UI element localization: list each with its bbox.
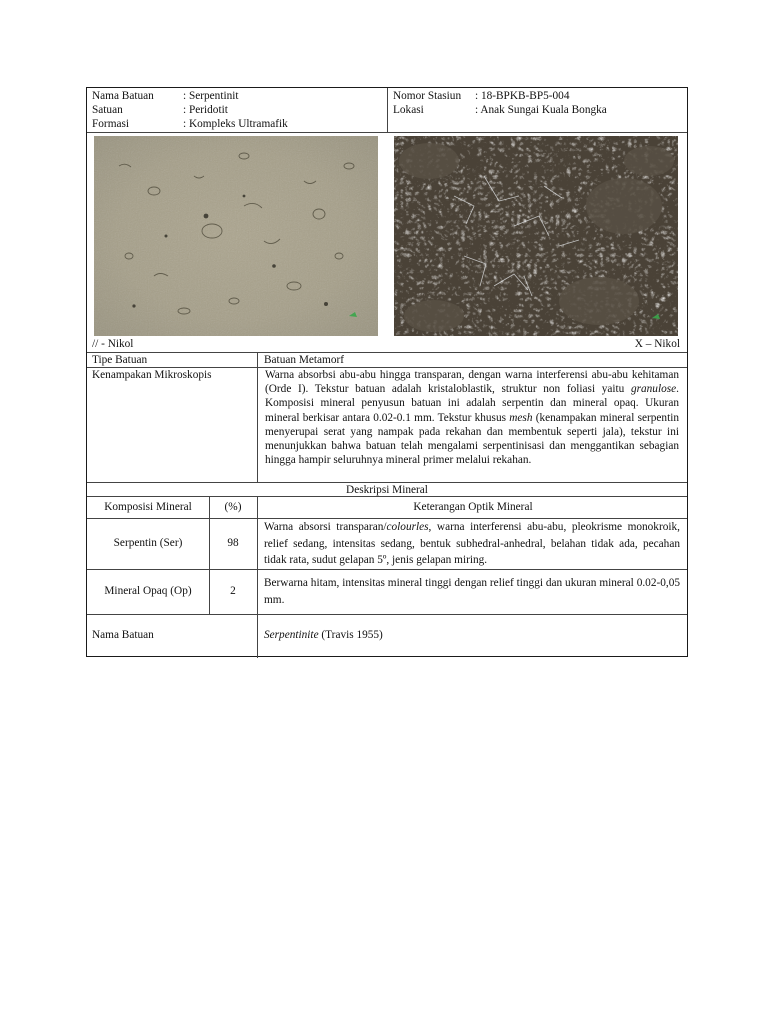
- rule: [87, 496, 687, 497]
- ppl-caption: // - Nikol: [92, 338, 134, 350]
- rule: [87, 569, 687, 570]
- rule: [87, 614, 687, 615]
- tipe-batuan-value: Batuan Metamorf: [264, 354, 344, 366]
- kenampakan-text: Warna absorbsi abu-abu hingga transparan, dengan warna interferensi abu-abu kehitaman (Orde I). Tekstur batuan adalah kristaloblastik, struktur non foliasi yaitu: [265, 369, 679, 396]
- tipe-batuan-label: Tipe Batuan: [92, 354, 148, 366]
- rock-name-italic: Serpentinite: [264, 629, 319, 641]
- header-divider: [387, 88, 388, 132]
- mineral-desc-text: , warna interferensi abu-abu, pleokrisme monokroik, relief sedang, intensitas sedang, bentuk subhedral-anhedral, belahan tidak ada, pecahan tidak rata, sudut gelapan 5º, jenis gelapan miring.: [264, 521, 680, 566]
- rock-name-reference: (Travis 1955): [318, 629, 383, 641]
- rule: [87, 132, 687, 133]
- mineral-description: [264, 519, 680, 569]
- nama-batuan-footer-value: [264, 628, 383, 642]
- mineral-description: Berwarna hitam, intensitas mineral tinggi dengan relief tinggi dan ukuran mineral 0.02-0,05 mm.: [264, 577, 680, 606]
- rule: [87, 352, 687, 353]
- rule: [257, 496, 258, 658]
- col-persen-header: (%): [224, 501, 242, 513]
- petrography-sheet: [86, 87, 688, 657]
- mineral-desc-italic: colourles: [386, 521, 429, 533]
- deskripsi-mineral-title: Deskripsi Mineral: [346, 484, 428, 496]
- rule: [257, 352, 258, 482]
- col-komposisi-header: Komposisi Mineral: [104, 501, 192, 513]
- mineral-percent: 98: [227, 537, 239, 549]
- lokasi-label: Lokasi: [393, 104, 424, 116]
- nomor-stasiun-value: : 18-BPKB-BP5-004: [475, 90, 570, 102]
- kenampakan-description: [265, 368, 679, 467]
- formasi-value: : Kompleks Ultramafik: [183, 118, 288, 130]
- col-keterangan-header: Keterangan Optik Mineral: [413, 501, 533, 513]
- lokasi-value: : Anak Sungai Kuala Bongka: [475, 104, 607, 116]
- kenampakan-text: (kenampakan mineral serpentin menyerupai serat yang nampak pada rekahan dan membentuk seperti jala), tekstur ini menunjukkan bahwa batuan telah mengalami serpentinisasi dan menggantikan sebagian hingga hampir seluruhnya mineral primer melalui rekahan.: [265, 411, 680, 467]
- satuan-label: Satuan: [92, 104, 123, 116]
- nama-batuan-label: Nama Batuan: [92, 90, 154, 102]
- mineral-percent: 2: [230, 585, 236, 597]
- mineral-desc-text: Warna absorsi transparan/: [264, 521, 387, 533]
- nama-batuan-value: : Serpentinit: [183, 90, 239, 102]
- ppl-photomicrograph: [94, 136, 378, 336]
- formasi-label: Formasi: [92, 118, 130, 130]
- mineral-name: Mineral Opaq (Op): [104, 585, 192, 597]
- nomor-stasiun-label: Nomor Stasiun: [393, 90, 462, 102]
- satuan-value: : Peridotit: [183, 104, 228, 116]
- kenampakan-text: . Komposisi mineral penyusun batuan ini adalah serpentin dan mineral opaq. Ukuran mineral berkisar antara 0.02-0.1 mm. Tekstur khusus: [265, 383, 679, 424]
- xpl-photomicrograph: [394, 136, 678, 336]
- mineral-name: Serpentin (Ser): [113, 537, 183, 549]
- kenampakan-label: Kenampakan Mikroskopis: [92, 369, 212, 381]
- kenampakan-italic-term: mesh: [509, 411, 533, 424]
- kenampakan-italic-term: granulose: [630, 383, 677, 396]
- xpl-caption: X – Nikol: [634, 338, 680, 350]
- nama-batuan-footer-label: Nama Batuan: [92, 629, 154, 641]
